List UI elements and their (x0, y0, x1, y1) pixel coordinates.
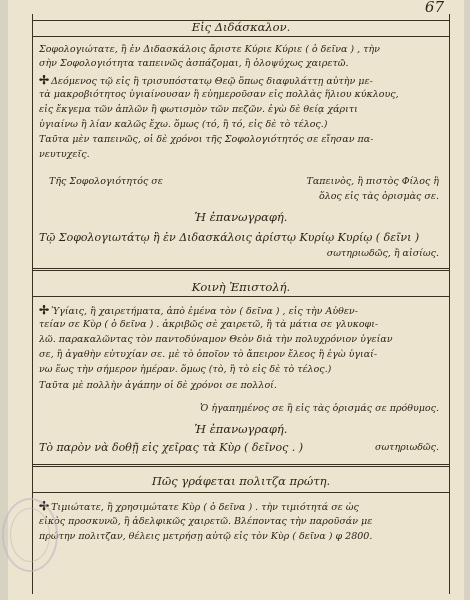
s2-address-end: σωτηριωδῶς. (374, 442, 439, 453)
s1-line-text: Δεόμενος τῷ εἰς ἢ τρισυπόστατῳ Θεῷ ὅπως διαφυλάττῃ αὐτὴν με- (51, 76, 373, 87)
s2-line: Ταῦτα μὲ πολλὴν ἀγάπην οἱ δὲ χρόνοι σε πολλοί. (39, 380, 277, 391)
s2-line-text: Ὑγίαις, ἢ χαιρετήματα, ἀπὸ ἐμένα τὸν ( δεῖνα ) , εἰς τὴν Αὐθεν- (51, 306, 358, 317)
page-number: 67 (424, 0, 444, 16)
heading-rule (33, 36, 449, 37)
divider (33, 268, 449, 271)
s3-line: πρώτην πολιτζαν, θέλεις μετρήσῃ αὐτῷ εἰς τὸν Κὺρ ( δεῖνα ) φ 2800. (39, 531, 373, 542)
section1-heading: Εἰς Διδάσκαλον. (191, 20, 291, 34)
s1-line: Ταῦτα μὲν ταπεινῶς, οἱ δὲ χρόνοι τῆς Σοφολογιότητός σε εἴησαν πα- (39, 134, 374, 145)
s1-line (39, 74, 443, 88)
cross-mark-icon: ✢ (39, 74, 50, 87)
section2-heading: Κοινὴ Ἐπιστολή. (191, 280, 291, 294)
book-page (8, 0, 464, 600)
section3-heading: Πῶς γράφεται πολιτζα πρώτη. (151, 474, 331, 488)
s3-line (39, 500, 443, 514)
s1-line: Σοφολογιώτατε, ἢ ἐν Διδασκάλοις ἄριστε Κύριε Κύριε ( ὁ δεῖνα ) , τὴν (39, 44, 380, 55)
divider (33, 464, 449, 467)
s1-closing-left: Τῆς Σοφολογιότητός σε (49, 176, 163, 187)
s2-subheading: Ἡ ἐπανωγραφή. (194, 422, 288, 436)
s1-line: εἰς ἔκγεμα τῶν ἀπλῶν ἢ φωτισμὸν τῶν πεζῶν. ἐγὼ δὲ θείᾳ χάριτι (39, 104, 358, 115)
s1-closing-right: Ταπεινὸς, ἢ πιστὸς Φίλος ἢ (306, 176, 439, 187)
s1-line: τὰ μακροβιότητος ὑγιαίνουσαν ἢ εὐημεροῦσαν εἰς πολλὰς ἥλιου κύκλους, (39, 89, 399, 100)
s1-address-end: σωτηριωδῶς, ἢ αἰσίως. (326, 248, 439, 259)
s3-line-text: Τιμιώτατε, ἢ χρησιμώτατε Κὺρ ( ὁ δεῖνα ) . τὴν τιμιότητά σε ὡς (51, 502, 359, 513)
s2-address: Τὸ παρὸν νὰ δοθῇ εἰς χεῖρας τὰ Κὺρ ( δεῖνος . ) (39, 442, 304, 454)
text-frame (32, 14, 450, 594)
heading-rule (33, 492, 449, 493)
s1-subheading: Ἡ ἐπανωγραφή. (194, 210, 288, 224)
s1-closing-right: ὅλος εἰς τὰς ὁρισμὰς σε. (318, 191, 439, 202)
s2-line: τείαν σε Κὺρ ( ὁ δεῖνα ) . ἀκριβῶς σὲ χαιρετῶ, ἢ τὰ μάτια σε γλυκοφι- (39, 319, 379, 330)
s1-address: Τῷ Σοφολογιωτάτῳ ἢ ἐν Διδασκάλοις ἀρίστῳ Κυρίῳ Κυρίῳ ( δεῖνι ) (39, 232, 420, 244)
s2-line: νω ἕως τὴν σήμερον ἡμέραν. ὅμως (τὸ, ἢ τὸ εἰς δὲ τὸ τέλος.) (39, 364, 332, 375)
s2-line (39, 304, 443, 318)
s1-line: ὑγιαίνω ἢ λίαν καλῶς ἔχω. ὅμως (τό, ἢ τό, εἰς δὲ τὸ τέλος.) (39, 119, 328, 130)
s3-line: εἰκὸς προσκυνῶ, ἢ ἀδελφικῶς χαιρετῶ. Βλέποντας τὴν παροῦσάν με (39, 516, 373, 527)
s2-closing: Ὁ ἠγαπημένος σε ἢ εἰς τὰς ὁρισμάς σε πρόθυμος. (200, 403, 439, 414)
cross-mark-icon: ✢ (39, 500, 50, 513)
library-stamp-icon (2, 498, 58, 572)
heading-rule (33, 296, 449, 297)
s1-line: σὴν Σοφολογιότητα ταπεινῶς ἀσπάζομαι, ἢ ὁλοψύχως χαιρετῶ. (39, 58, 349, 69)
s2-line: σε, ἢ ἀγαθὴν εὐτυχίαν σε. μὲ τὸ ὁποῖον τὸ ἄπειρον ἔλεος ἢ ἐγὼ ὑγιαί- (39, 349, 378, 360)
s2-line: λῶ. παρακαλῶντας τὸν παντοδύναμον Θεὸν διὰ τὴν πολυχρόνιον ὑγείαν (39, 334, 393, 345)
cross-mark-icon: ✢ (39, 304, 50, 317)
s1-line: νευτυχεῖς. (39, 149, 90, 160)
